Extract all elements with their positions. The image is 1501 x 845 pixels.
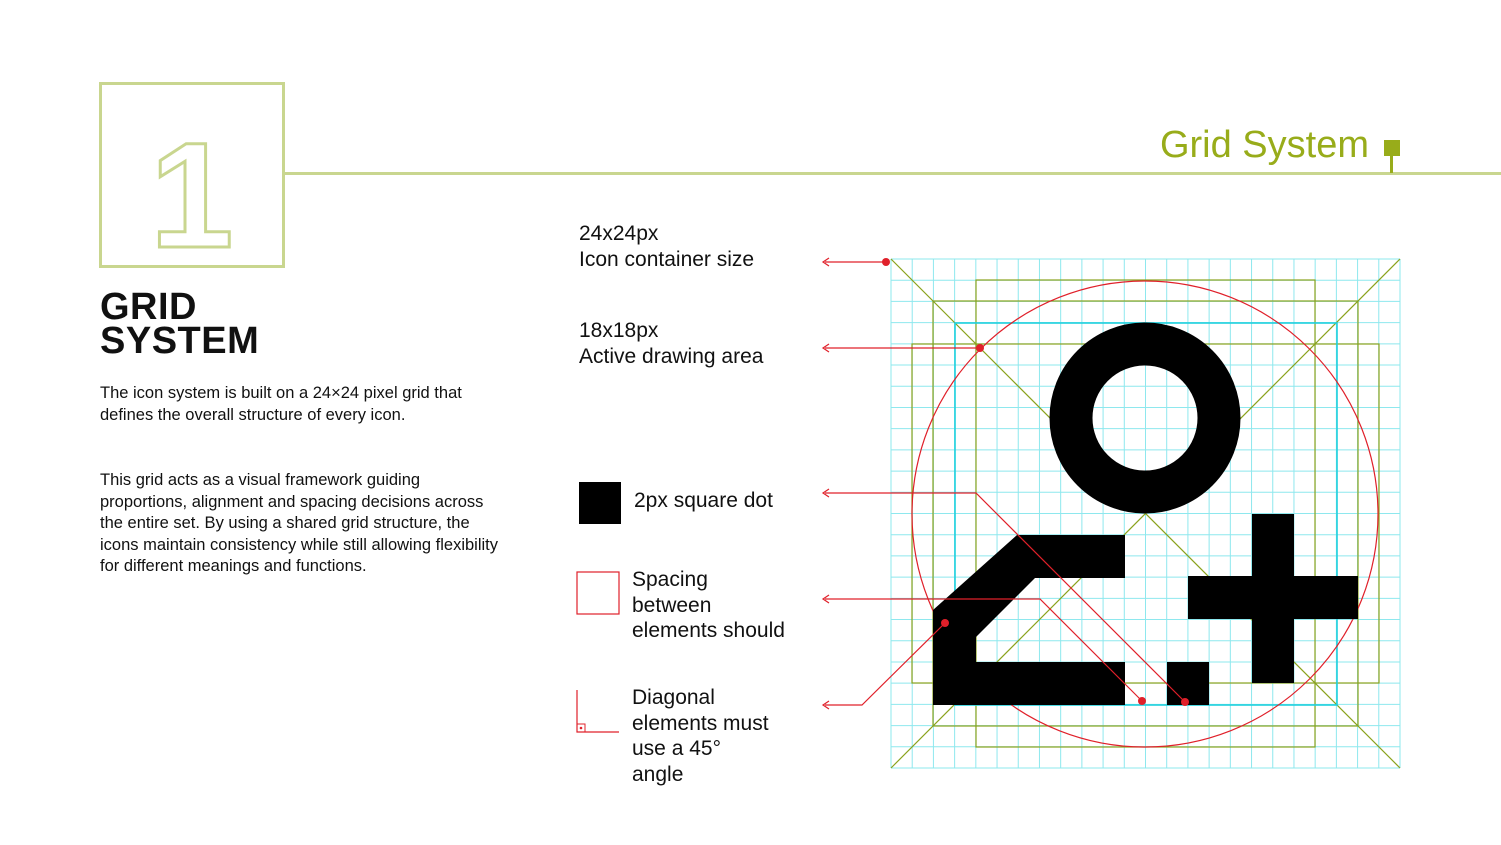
dot-shape bbox=[1167, 662, 1209, 705]
label-spacing: Spacing between elements should bbox=[632, 568, 785, 642]
label-diagonal: Diagonal elements must use a 45° angle bbox=[632, 686, 769, 786]
plus-shape bbox=[1188, 514, 1358, 683]
intro-paragraph: The icon system is built on a 24×24 pixel grid that defines the overall structure of every icon. bbox=[100, 384, 462, 424]
label-drawing-area: 18x18px Active drawing area bbox=[579, 319, 764, 368]
page-title: Grid System bbox=[1159, 124, 1369, 166]
legend-angle-icon bbox=[577, 690, 619, 732]
label-square-dot: 2px square dot bbox=[634, 489, 773, 512]
chapter-number: 1 bbox=[150, 111, 234, 279]
legend-square-dot-icon bbox=[579, 482, 621, 524]
legend-spacing-icon bbox=[577, 572, 619, 614]
label-container-size: 24x24px Icon container size bbox=[579, 222, 755, 271]
detail-paragraph: This grid acts as a visual framework guiding proportions, alignment and spacing decisions across the entire set. By using a shared grid structure, the icons maintain consistency while still allowing flexibility for different meanings and functions. bbox=[100, 471, 498, 576]
section-heading: GRID SYSTEM bbox=[100, 286, 260, 362]
